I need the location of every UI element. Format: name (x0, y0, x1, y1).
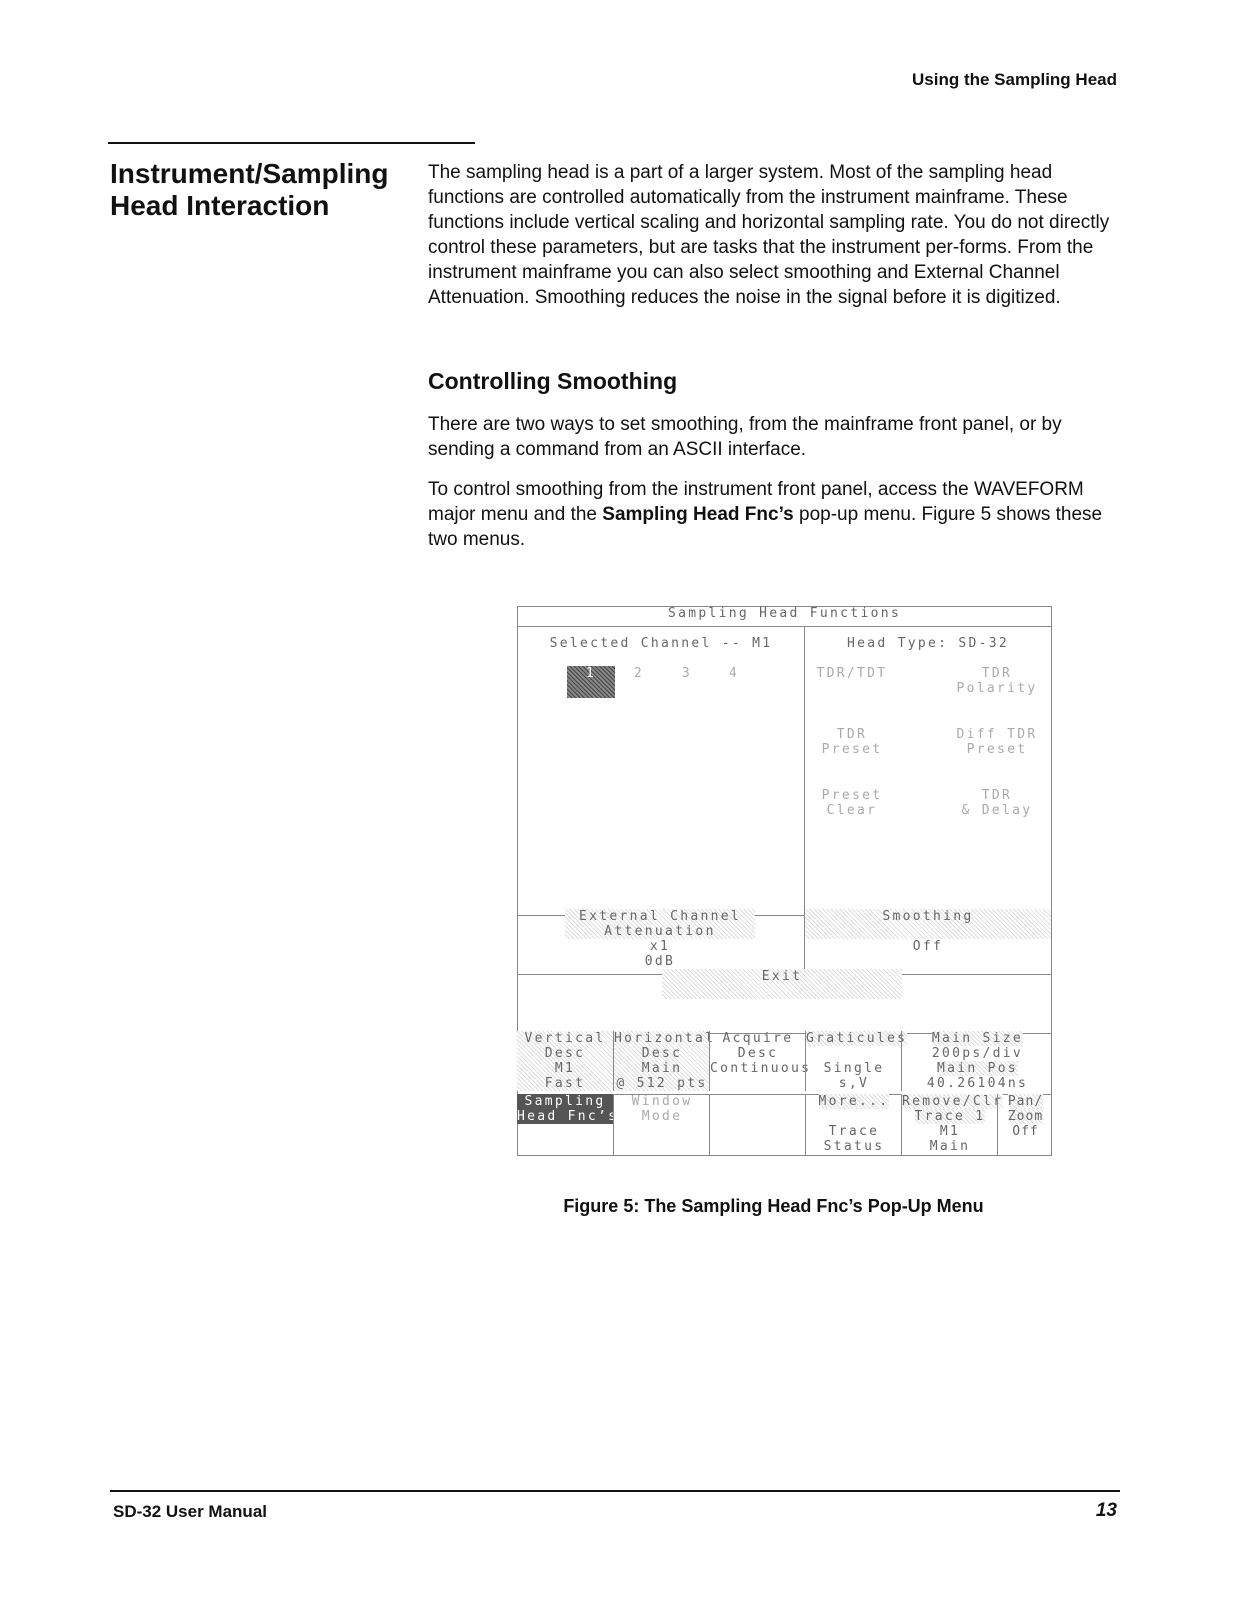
smoothing-button[interactable]: Smoothing (805, 909, 1051, 939)
smoothing-value: Off (912, 939, 944, 954)
tdr-preset-button[interactable]: TDR Preset (821, 727, 883, 757)
vertical-desc-button[interactable]: Vertical Desc M1 Fast (517, 1031, 613, 1091)
popup-title: Sampling Head Functions (668, 606, 901, 621)
channel-4-button[interactable]: 4 (728, 666, 740, 681)
paragraph-3 (428, 477, 1118, 552)
paragraph-3-bold: Sampling Head Fnc’s (602, 504, 794, 525)
section-rule (108, 142, 475, 144)
channel-panel (517, 626, 805, 916)
graticules-button[interactable]: Graticules Single s,V (806, 1031, 908, 1091)
subheading: Controlling Smoothing (428, 368, 678, 394)
horizontal-desc-button[interactable]: Horizontal Desc Main @ 512 pts (614, 1031, 716, 1091)
paragraph-3-end: pop-up menu. Figure 5 shows these two menus. (428, 504, 1103, 550)
page-number: 13 (1095, 1500, 1117, 1521)
exit-button[interactable]: Exit (662, 969, 902, 999)
section-title: Instrument/Sampling Head Interaction (110, 158, 389, 221)
intro-paragraph: The sampling head is a part of a larger system. Most of the sampling head functions are controlled automatically from the instrument mainframe. These functions include vertical scaling and horizontal sampling rate. You do not directly control these parameters, but are tasks that the instrument per-forms. From the instrument mainframe you can also select smoothing and External Channel Attenuation. Smoothing reduces the noise in the signal before it is digitized. (428, 162, 1110, 308)
paragraph-2: There are two ways to set smoothing, from the mainframe front panel, or by sending a command from an ASCII interface. (428, 414, 1062, 460)
sampling-head-fncs-button[interactable]: Sampling Head Fnc’s (517, 1094, 619, 1124)
figure-caption: Figure 5: The Sampling Head Fnc’s Pop-Up Menu (563, 1196, 984, 1216)
tdr-polarity-button[interactable]: TDR Polarity (956, 666, 1038, 696)
atten-value: x1 0dB (644, 939, 676, 969)
channel-2-button[interactable]: 2 (633, 666, 645, 681)
channel-3-button[interactable]: 3 (681, 666, 693, 681)
paragraph-3-start: To control smoothing from the instrument front panel, access the WAVEFORM major menu and the (428, 479, 1084, 525)
diff-tdr-preset-button[interactable]: Diff TDR Preset (956, 727, 1038, 757)
footer-rule (110, 1490, 1120, 1492)
head-type-label: Head Type: SD-32 (846, 636, 1010, 651)
tdr-delay-button[interactable]: TDR & Delay (961, 788, 1033, 818)
preset-clear-button[interactable]: Preset Clear (821, 788, 883, 818)
empty-menu-slot (709, 1094, 806, 1155)
window-mode-button[interactable]: Window Mode (613, 1094, 710, 1155)
footer-manual-title: SD-32 User Manual (113, 1502, 267, 1521)
pan-zoom-button[interactable]: Pan/ Zoom Off (997, 1094, 1053, 1155)
external-channel-atten-button[interactable]: External Channel Attenuation (565, 909, 755, 939)
acquire-desc-button[interactable]: Acquire Desc Continuous (709, 1031, 806, 1091)
sampling-head-screen (517, 606, 1052, 1166)
running-header: Using the Sampling Head (912, 70, 1117, 89)
remove-clr-trace-button[interactable]: Remove/Clr Trace 1 M1 Main (902, 1094, 1004, 1154)
more-trace-status-button[interactable]: More... Trace Status (805, 1094, 902, 1155)
channel-1-button[interactable]: 1 (567, 666, 615, 698)
main-size-button[interactable]: Main Size 200ps/div Main Pos 40.26104ns (901, 1031, 1053, 1091)
tdr-tdt-button[interactable]: TDR/TDT (816, 666, 888, 681)
selected-channel-label: Selected Channel -- M1 (549, 636, 773, 651)
